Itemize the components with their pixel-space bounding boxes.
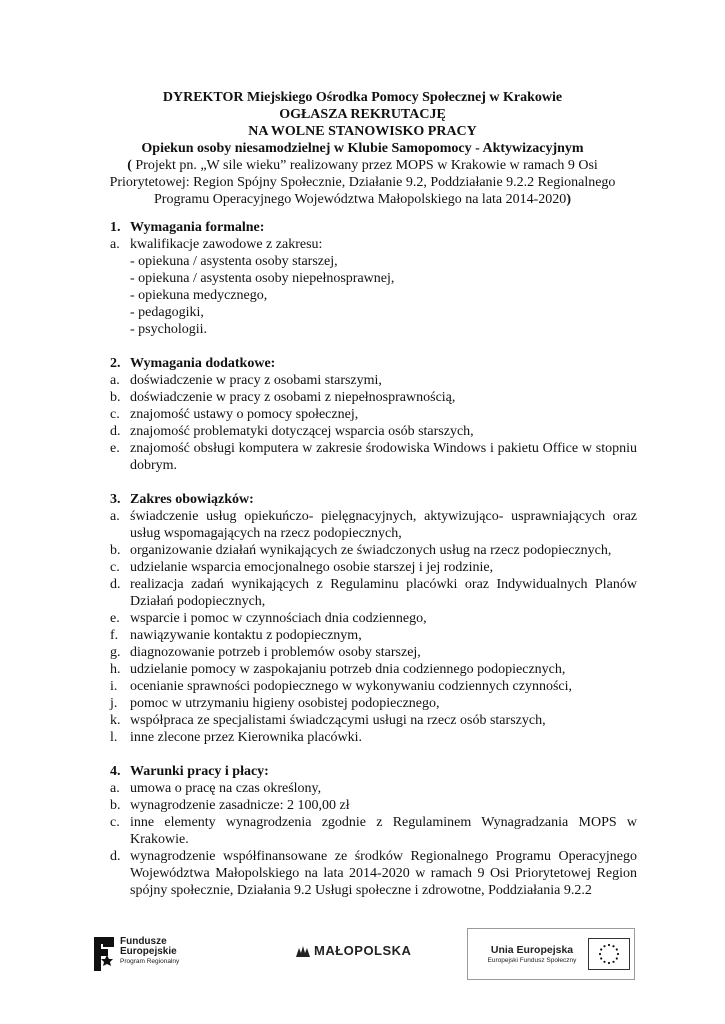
unia-europejska-logo	[467, 928, 635, 980]
sub-item: - psychologii.	[130, 322, 207, 337]
header-position: Opiekun osoby niesamodzielnej w Klubie Samopomocy - Aktywizacyjnym	[141, 141, 584, 156]
sub-item: - opiekuna medycznego,	[130, 288, 268, 303]
section-title: 2. Wymagania dodatkowe:	[110, 356, 276, 371]
document-header	[100, 89, 625, 208]
eu-flag-icon	[588, 938, 630, 970]
list-item: l. inne zlecone przez Kierownika placówki.	[110, 730, 363, 745]
list-item: c. inne elementy wynagrodzenia zgodnie z Regulaminem Wynagradzania MOPS w Krakowie.	[110, 815, 637, 847]
list-item: e. wsparcie i pomoc w czynnościach dnia codziennego,	[110, 611, 427, 626]
list-item: h. udzielanie pomocy w zaspokajaniu potrzeb dnia codziennego podopiecznych,	[110, 662, 566, 677]
malopolska-icon	[295, 944, 311, 958]
fundusze-europejskie-logo	[92, 932, 192, 978]
section-work-conditions	[110, 763, 637, 899]
section-title: 3. Zakres obowiązków:	[110, 492, 254, 507]
list-item: d. znajomość problematyki dotyczącej wsparcia osób starszych,	[110, 424, 474, 439]
list-item: b. doświadczenie w pracy z osobami z niepełnosprawnością,	[110, 390, 456, 405]
header-project: ( Projekt pn. „W sile wieku” realizowany przez MOPS w Krakowie w ramach 9 Osi Priorytetowej: Region Spójny Społecznie, Działanie 9.2, Poddziałanie 9.2.2 Regionalnego Programu Operacyjnego Województwa Małopolskiego na lata 2014-2020)	[109, 158, 616, 207]
list-item: a. kwalifikacje zawodowe z zakresu:	[110, 237, 323, 252]
list-item: d. realizacja zadań wynikających z Regulaminu placówki oraz Indywidualnych Planów Działań podopiecznych,	[110, 577, 637, 609]
sub-item: - pedagogiki,	[130, 305, 204, 320]
list-item: g. diagnozowanie potrzeb i problemów osoby starszej,	[110, 645, 421, 660]
list-item: k. współpraca ze specjalistami świadczącymi usługi na rzecz osób starszych,	[110, 713, 546, 728]
header-announcement: OGŁASZA REKRUTACJĘ	[279, 107, 446, 122]
malopolska-logo	[295, 942, 411, 959]
sub-item: - opiekuna / asystenta osoby niepełnosprawnej,	[130, 271, 395, 286]
logo-footer	[0, 922, 725, 982]
section-formal-requirements	[110, 219, 637, 338]
list-item: a. umowa o pracę na czas określony,	[110, 781, 322, 796]
section-title: 1. Wymagania formalne:	[110, 220, 265, 235]
list-item: i. ocenianie sprawności podopiecznego w wykonywaniu codziennych czynności,	[110, 679, 573, 694]
section-additional-requirements	[110, 355, 637, 474]
section-title: 4. Warunki pracy i płacy:	[110, 764, 269, 779]
list-item: d. wynagrodzenie współfinansowane ze środków Regionalnego Programu Operacyjnego Województwa Małopolskiego na lata 2014-2020 w ramach 9 Osi Priorytetowej Region spójny społecznie, Działania 9.2 Usługi społeczne i zdrowotne, Poddziałania 9.2.2	[110, 849, 637, 898]
malopolska-text: MAŁOPOLSKA	[314, 943, 412, 958]
list-item: c. udzielanie wsparcia emocjonalnego osobie starszej i jej rodzinie,	[110, 560, 494, 575]
list-item: c. znajomość ustawy o pomocy społecznej,	[110, 407, 359, 422]
list-item: f. nawiązywanie kontaktu z podopiecznym,	[110, 628, 362, 643]
sub-item: - opiekuna / asystenta osoby starszej,	[130, 254, 338, 269]
list-item: a. doświadczenie w pracy z osobami starszymi,	[110, 373, 382, 388]
list-item: j. pomoc w utrzymaniu higieny osobistej podopiecznego,	[110, 696, 440, 711]
list-item: e. znajomość obsługi komputera w zakresie środowiska Windows i pakietu Office w stopniu dobrym.	[110, 441, 637, 473]
list-item: a. świadczenie usług opiekuńczo- pielęgnacyjnych, aktywizująco- usprawniających oraz usług wspomagających na rzecz podopiecznych,	[110, 509, 637, 541]
list-item: b. wynagrodzenie zasadnicze: 2 100,00 zł	[110, 798, 350, 813]
header-vacancy: NA WOLNE STANOWISKO PRACY	[248, 124, 477, 139]
fundusze-europejskie-icon	[92, 935, 116, 973]
list-item: b. organizowanie działań wynikających ze świadczonych usług na rzecz podopiecznych,	[110, 543, 612, 558]
section-duties	[110, 491, 637, 746]
fundusze-europejskie-text: Fundusze Europejskie Program Regionalny	[120, 936, 180, 965]
header-director: DYREKTOR Miejskiego Ośrodka Pomocy Społecznej w Krakowie	[162, 90, 563, 105]
unia-europejska-text: Unia Europejska Europejski Fundusz Społeczny	[487, 944, 577, 964]
document-body	[110, 219, 637, 916]
